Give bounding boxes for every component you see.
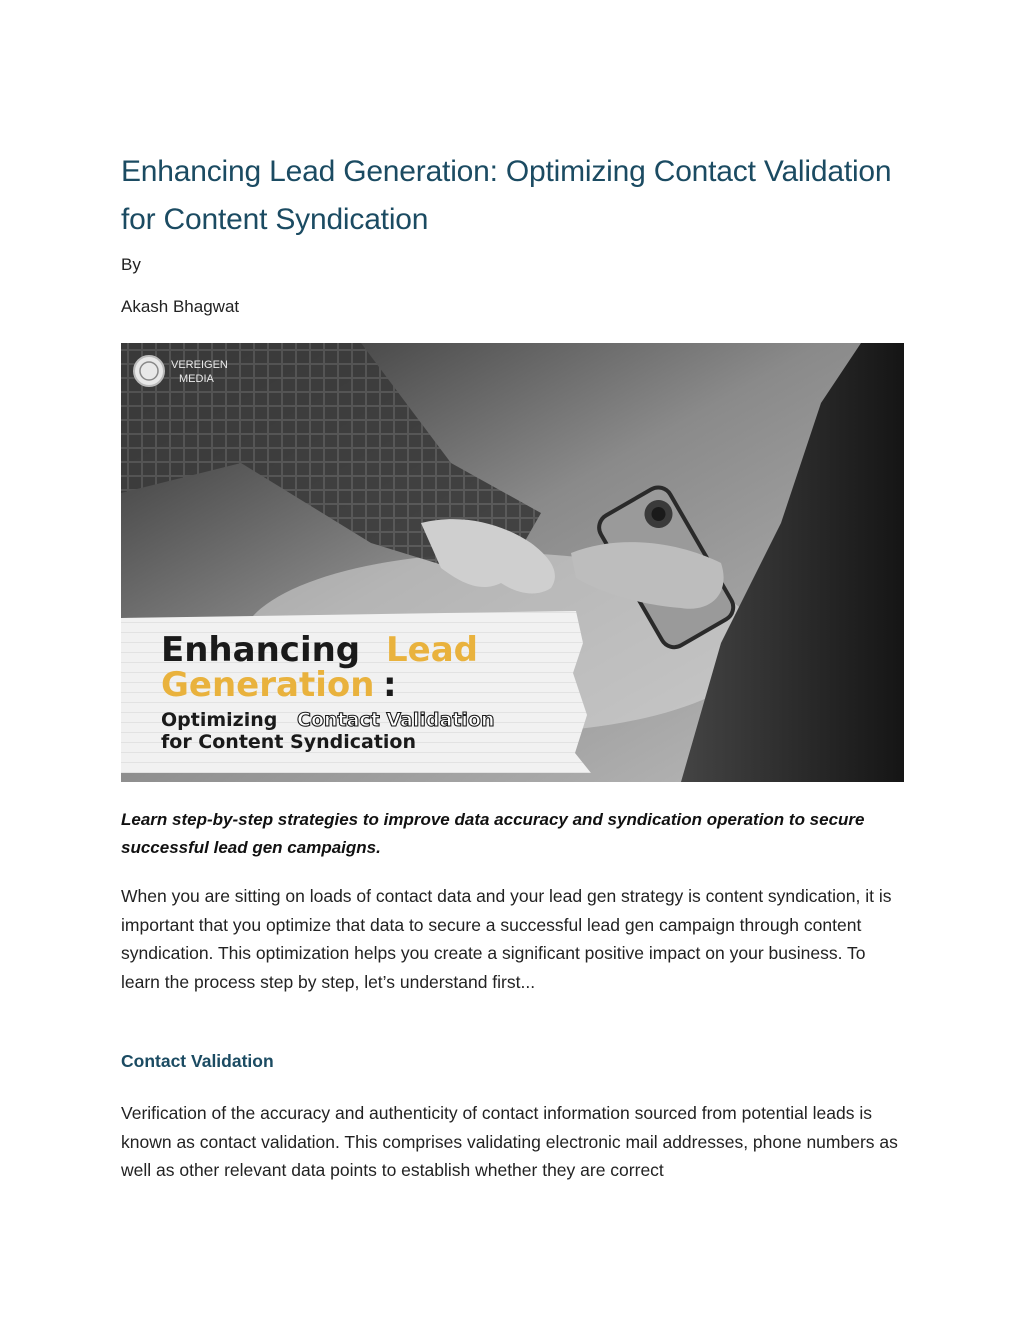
banner-word-lead: Lead xyxy=(386,630,479,670)
banner-word-generation: Generation xyxy=(161,665,375,705)
hero-illustration xyxy=(121,343,904,782)
author-name: Akash Bhagwat xyxy=(121,297,240,316)
hero-image xyxy=(121,343,904,782)
banner-sub-content-syndication: for Content Syndication xyxy=(161,731,416,753)
article-paragraph-1: When you are sitting on loads of contact data and your lead gen strategy is content syndication, it is important that you optimize that data to secure a successful lead gen campaign through content syndication. This optimization helps you create a significant positive impact on your business. To learn the process step by step, let’s understand first... xyxy=(121,886,892,992)
byline-label: By xyxy=(121,255,141,274)
article-paragraph-2: Verification of the accuracy and authenticity of contact information sourced from potential leads is known as contact validation. This comprises validating electronic mail addresses, phone numbers as well as other relevant data points to establish whether they are correct xyxy=(121,1103,898,1180)
banner-colon: : xyxy=(383,665,397,705)
article-title: Enhancing Lead Generation: Optimizing Contact Validation for Content Syndication xyxy=(121,155,892,236)
banner-sub-optimizing: Optimizing xyxy=(161,709,278,731)
logo-line1: VEREIGEN xyxy=(171,359,228,371)
banner-sub-contact-validation: Contact Validation xyxy=(297,709,495,731)
article-lead: Learn step-by-step strategies to improve data accuracy and syndication operation to secure successful lead gen campaigns. xyxy=(121,810,865,857)
section-heading-contact-validation: Contact Validation xyxy=(121,1051,274,1071)
logo-line2: MEDIA xyxy=(179,373,214,385)
banner-word-enhancing: Enhancing xyxy=(161,630,361,670)
